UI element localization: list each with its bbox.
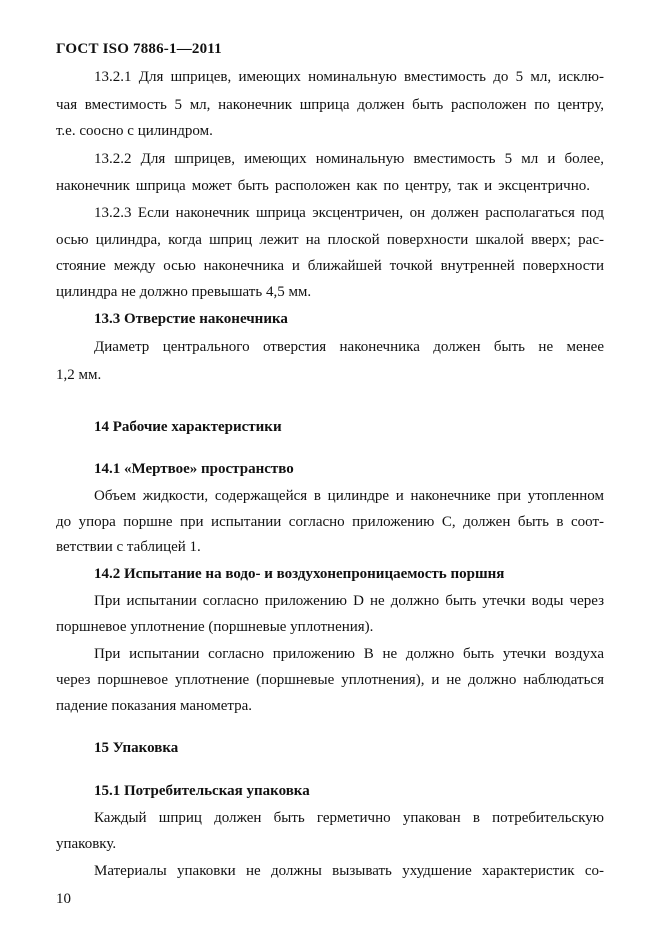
- paragraph-line: ветствии с таблицей 1.: [56, 539, 201, 555]
- document-header: ГОСТ ISO 7886-1—2011: [56, 41, 222, 57]
- paragraph-line: Диаметр центрального отверстия наконечника должен быть не менее: [94, 339, 604, 355]
- paragraph-line: чая вместимость 5 мл, наконечник шприца должен быть расположен по центру,: [56, 97, 604, 113]
- paragraph-line: падение показания манометра.: [56, 698, 253, 714]
- section-heading: 15 Упаковка: [94, 740, 179, 756]
- section-heading: 14.2 Испытание на водо- и воздухонепроницаемость поршня: [94, 566, 505, 582]
- paragraph-line: Объем жидкости, содержащейся в цилиндре и наконечнике при утопленном: [94, 488, 604, 504]
- paragraph-line: до упора поршне при испытании согласно приложению С, должен быть в соот-: [56, 514, 604, 530]
- paragraph-line: стояние между осью наконечника и ближайшей точкой внутренней поверхности: [56, 258, 604, 274]
- paragraph-line: через поршневое уплотнение (поршневые уплотнения), и не должно наблюдаться: [56, 672, 604, 688]
- section-heading: 15.1 Потребительская упаковка: [94, 783, 310, 799]
- section-heading: 14 Рабочие характеристики: [94, 419, 282, 435]
- paragraph-line: При испытании согласно приложению В не должно быть утечки воздуха: [94, 646, 604, 662]
- paragraph-line: 13.2.3 Если наконечник шприца эксцентричен, он должен располагаться под: [94, 205, 604, 221]
- paragraph-line: При испытании согласно приложению D не должно быть утечки воды через: [94, 593, 604, 609]
- section-heading: 13.3 Отверстие наконечника: [94, 311, 288, 327]
- section-heading: 14.1 «Мертвое» пространство: [94, 461, 294, 477]
- paragraph-line: цилиндра не должно превышать 4,5 мм.: [56, 284, 312, 300]
- paragraph-line: наконечник шприца может быть расположен как по центру, так и эксцентрично.: [56, 178, 590, 194]
- paragraph-line: т.е. соосно с цилиндром.: [56, 123, 213, 139]
- paragraph-line: упаковку.: [56, 836, 117, 852]
- paragraph-line: 13.2.2 Для шприцев, имеющих номинальную вместимость 5 мл и более,: [94, 151, 604, 167]
- paragraph-line: Каждый шприц должен быть герметично упакован в потребительскую: [94, 810, 604, 826]
- paragraph-line: поршневое уплотнение (поршневые уплотнения).: [56, 619, 374, 635]
- paragraph-line: 1,2 мм.: [56, 367, 102, 383]
- paragraph-line: 13.2.1 Для шприцев, имеющих номинальную вместимость до 5 мл, исклю-: [94, 69, 604, 85]
- paragraph-line: Материалы упаковки не должны вызывать ухудшение характеристик со-: [94, 863, 604, 879]
- paragraph-line: осью цилиндра, когда шприц лежит на плоской поверхности шкалой вверх; рас-: [56, 232, 604, 248]
- page-number: 10: [56, 891, 71, 907]
